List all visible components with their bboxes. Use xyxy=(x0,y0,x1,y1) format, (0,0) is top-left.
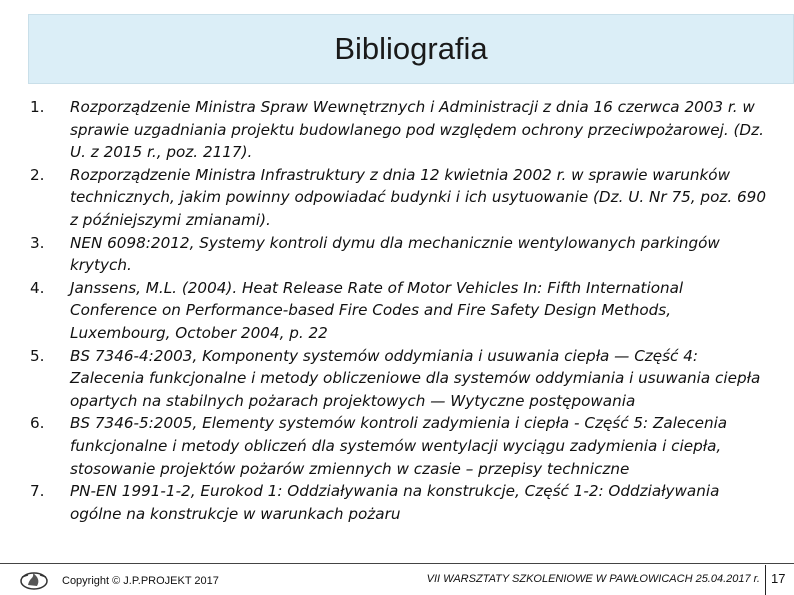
item-text: Rozporządzenie Ministra Infrastruktury z dnia 12 kwietnia 2002 r. w sprawie warunków technicznych, jakim powinny odpowiadać budynki i ich usytuowanie (Dz. U. Nr 75, poz. 690 z późniejszymi zmianami). xyxy=(70,165,766,229)
item-number: 7. xyxy=(30,482,45,501)
item-number: 2. xyxy=(30,165,45,184)
item-number: 5. xyxy=(30,346,45,365)
list-item xyxy=(30,164,770,232)
item-number: 1. xyxy=(30,98,45,116)
bibliography-list xyxy=(30,96,770,525)
list-item xyxy=(30,412,770,480)
item-text: Janssens, M.L. (2004). Heat Release Rate of Motor Vehicles In: Fifth International Conference on Performance-based Fire Codes and Fire Safety Design Methods, Luxembourg, October 2004, p. 22 xyxy=(70,278,684,342)
slide-title: Bibliografia xyxy=(334,31,488,66)
footer-divider xyxy=(0,563,794,564)
slide-footer xyxy=(0,563,794,595)
item-text: Rozporządzenie Ministra Spraw Wewnętrznych i Administracji z dnia 16 czerwca 2003 r. w sprawie uzgadniania projektu budowlanego pod względem ochrony przeciwpożarowej. (Dz. U. z 2015 r., poz. 2117). xyxy=(70,98,764,162)
item-number: 3. xyxy=(30,233,45,252)
item-text: BS 7346-4:2003, Komponenty systemów oddymiania i usuwania ciepła — Część 4: Zalecenia funkcjonalne i metody obliczeniowe dla systemów oddymiania i usuwania ciepła opartych na stabilnych pożarach projektowych — Wytyczne postępowania xyxy=(70,346,761,410)
page-number: 17 xyxy=(771,571,786,586)
list-item xyxy=(30,345,770,413)
footer-separator xyxy=(765,565,766,595)
item-text: BS 7346-5:2005, Elementy systemów kontroli zadymienia i ciepła - Część 5: Zalecenia funkcjonalne i metody obliczeń dla systemów wentylacji wyciągu zadymienia i ciepła, stosowanie projektów pożarów zmiennych w czasie – przepisy techniczne xyxy=(70,414,728,478)
workshop-text: VII WARSZTATY SZKOLENIOWE W PAWŁOWICACH 25.04.2017 r. xyxy=(426,573,760,585)
list-item xyxy=(30,96,770,164)
flame-logo-icon xyxy=(18,569,50,591)
list-item xyxy=(30,232,770,277)
title-banner xyxy=(28,14,794,84)
list-item xyxy=(30,480,770,525)
list-item xyxy=(30,277,770,345)
item-text: PN-EN 1991-1-2, Eurokod 1: Oddziaływania na konstrukcje, Część 1-2: Oddziaływania ogólne na konstrukcje w warunkach pożaru xyxy=(70,482,720,523)
item-number: 4. xyxy=(30,278,45,297)
item-text: NEN 6098:2012, Systemy kontroli dymu dla mechanicznie wentylowanych parkingów krytych. xyxy=(70,233,720,275)
copyright-text: Copyright © J.P.PROJEKT 2017 xyxy=(62,575,219,587)
item-number: 6. xyxy=(30,414,45,433)
